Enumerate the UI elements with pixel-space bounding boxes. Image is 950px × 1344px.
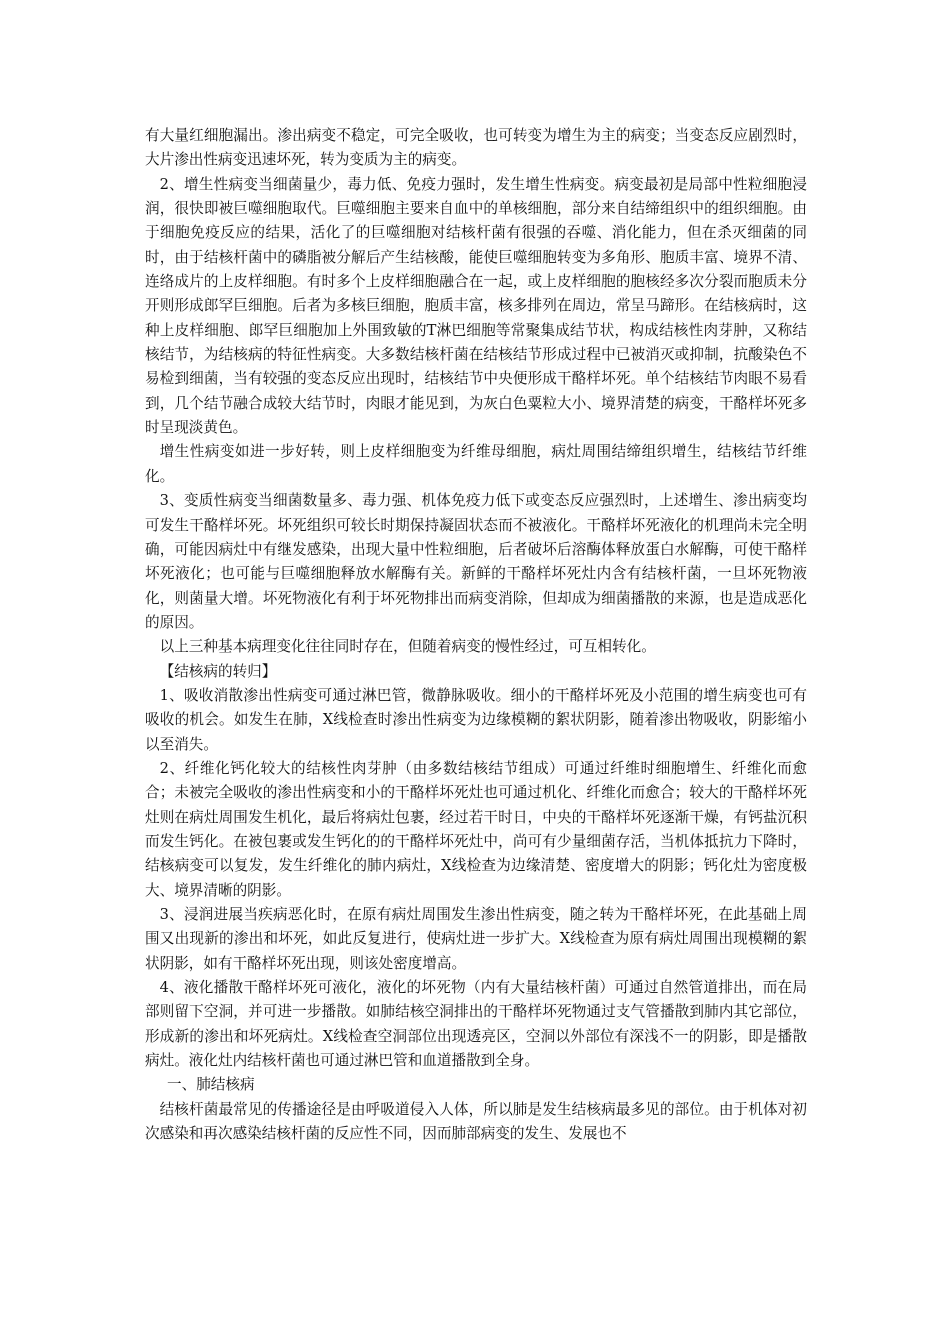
paragraph-absorption: 1、吸收消散渗出性病变可通过淋巴管，微静脉吸收。细小的干酪样坏死及小范围的增生病变也可有吸收的机会。如发生在肺，X线检查时渗出性病变为边缘模糊的絮状阴影，随着渗出物吸收，阴影缩小以至消失。: [145, 686, 807, 753]
paragraph-proliferative-lesion: 2、增生性病变当细菌量少，毒力低、免疫力强时，发生增生性病变。病变最初是局部中性粒细胞浸润，很快即被巨噬细胞取代。巨噬细胞主要来自血中的单核细胞，部分来自结缔组织中的组织细胞。由于细胞免疫反应的结果，活化了的巨噬细胞对结核杆菌有很强的吞噬、消化能力，但在杀灭细菌的同时，由于结核杆菌中的磷脂被分解后产生结核酸，能使巨噬细胞转变为多角形、胞质丰富、境界不清、连络成片的上皮样细胞。有时多个上皮样细胞融合在一起，或上皮样细胞的胞核经多次分裂而胞质未分开则形成郎罕巨细胞。后者为多核巨细胞，胞质丰富，核多排列在周边，常呈马蹄形。在结核病时，这种上皮样细胞、郎罕巨细胞加上外围致敏的T淋巴细胞等常聚集成结节状，构成结核性肉芽肿，又称结核结节，为结核病的特征性病变。大多数结核杆菌在结核结节形成过程中已被消灭或抑制，抗酸染色不易检到细菌，当有较强的变态反应出现时，结核结节中央便形成干酪样坏死。单个结核结节肉眼不易看到，几个结节融合成较大结节时，肉眼才能见到，为灰白色粟粒大小、境界清楚的病变，干酪样坏死多时呈现淡黄色。: [145, 175, 807, 437]
paragraph-continuation: 有大量红细胞漏出。渗出病变不稳定，可完全吸收，也可转变为增生为主的病变；当变态反应剧烈时，大片渗出性病变迅速坏死，转为变质为主的病变。: [145, 127, 807, 169]
paragraph-dissemination: 4、液化播散干酪样坏死可液化，液化的坏死物（内有大量结核杆菌）可通过自然管道排出，而在局部则留下空洞，并可进一步播散。如肺结核空洞排出的干酪样坏死物通过支气管播散到肺内其它部位，形成新的渗出和坏死病灶。X线检查空洞部位出现透亮区，空洞以外部位有深浅不一的阴影，即是播散病灶。液化灶内结核杆菌也可通过淋巴管和血道播散到全身。: [145, 979, 807, 1070]
section-heading-pulmonary-tb: 一、肺结核病: [167, 1076, 255, 1094]
paragraph-infiltration: 3、浸润进展当疾病恶化时，在原有病灶周围发生渗出性病变，随之转为干酪样坏死，在此基础上周围又出现新的渗出和坏死，如此反复进行，使病灶进一步扩大。X线检查为原有病灶周围出现模糊的絮状阴影，如有干酪样坏死出现，则该处密度增高。: [145, 906, 807, 972]
paragraph-transformation: 以上三种基本病理变化往往同时存在，但随着病变的慢性经过，可互相转化。: [159, 638, 656, 656]
paragraph-transmission: 结核杆菌最常见的传播途径是由呼吸道侵入人体，所以肺是发生结核病最多见的部位。由于机体对初次感染和再次感染结核杆菌的反应性不同，因而肺部病变的发生、发展也不: [145, 1100, 807, 1143]
paragraph-necrotic-lesion: 3、变质性病变当细菌数量多、毒力强、机体免疫力低下或变态反应强烈时，上述增生、渗出病变均可发生干酪样坏死。坏死组织可较长时期保持凝固状态而不被液化。干酪样坏死液化的机理尚未完全明确，可能因病灶中有继发感染，出现大量中性粒细胞，后者破坏后溶酶体释放蛋白水解酶，可使干酪样坏死液化；也可能与巨噬细胞释放水解酶有关。新鲜的干酪样坏死灶内含有结核杆菌，一旦坏死物液化，则菌量大增。坏死物液化有利于坏死物排出而病变消除，但却成为细菌播散的来源，也是造成恶化的原因。: [145, 492, 807, 631]
paragraph-fibrosis: 增生性病变如进一步好转，则上皮样细胞变为纤维母细胞，病灶周围结缔组织增生，结核结节纤维化。: [145, 443, 807, 485]
paragraph-calcification: 2、纤维化钙化较大的结核性肉芽肿（由多数结核结节组成）可通过纤维时细胞增生、纤维化而愈合；未被完全吸收的渗出性病变和小的干酪样坏死灶也可通过机化、纤维化而愈合；较大的干酪样坏死灶则在病灶周围发生机化，最后将病灶包裹，经过若干时日，中央的干酪样坏死逐渐干燥，有钙盐沉积而发生钙化。在被包裹或发生钙化的的干酪样坏死灶中，尚可有少量细菌存活，当机体抵抗力下降时，结核病变可以复发，发生纤维化的肺内病灶，X线检查为边缘清楚、密度增大的阴影；钙化灶为密度极大、境界清晰的阴影。: [145, 759, 807, 899]
section-heading-outcome: 【结核病的转归】: [159, 662, 277, 680]
document-page: [145, 124, 807, 1146]
